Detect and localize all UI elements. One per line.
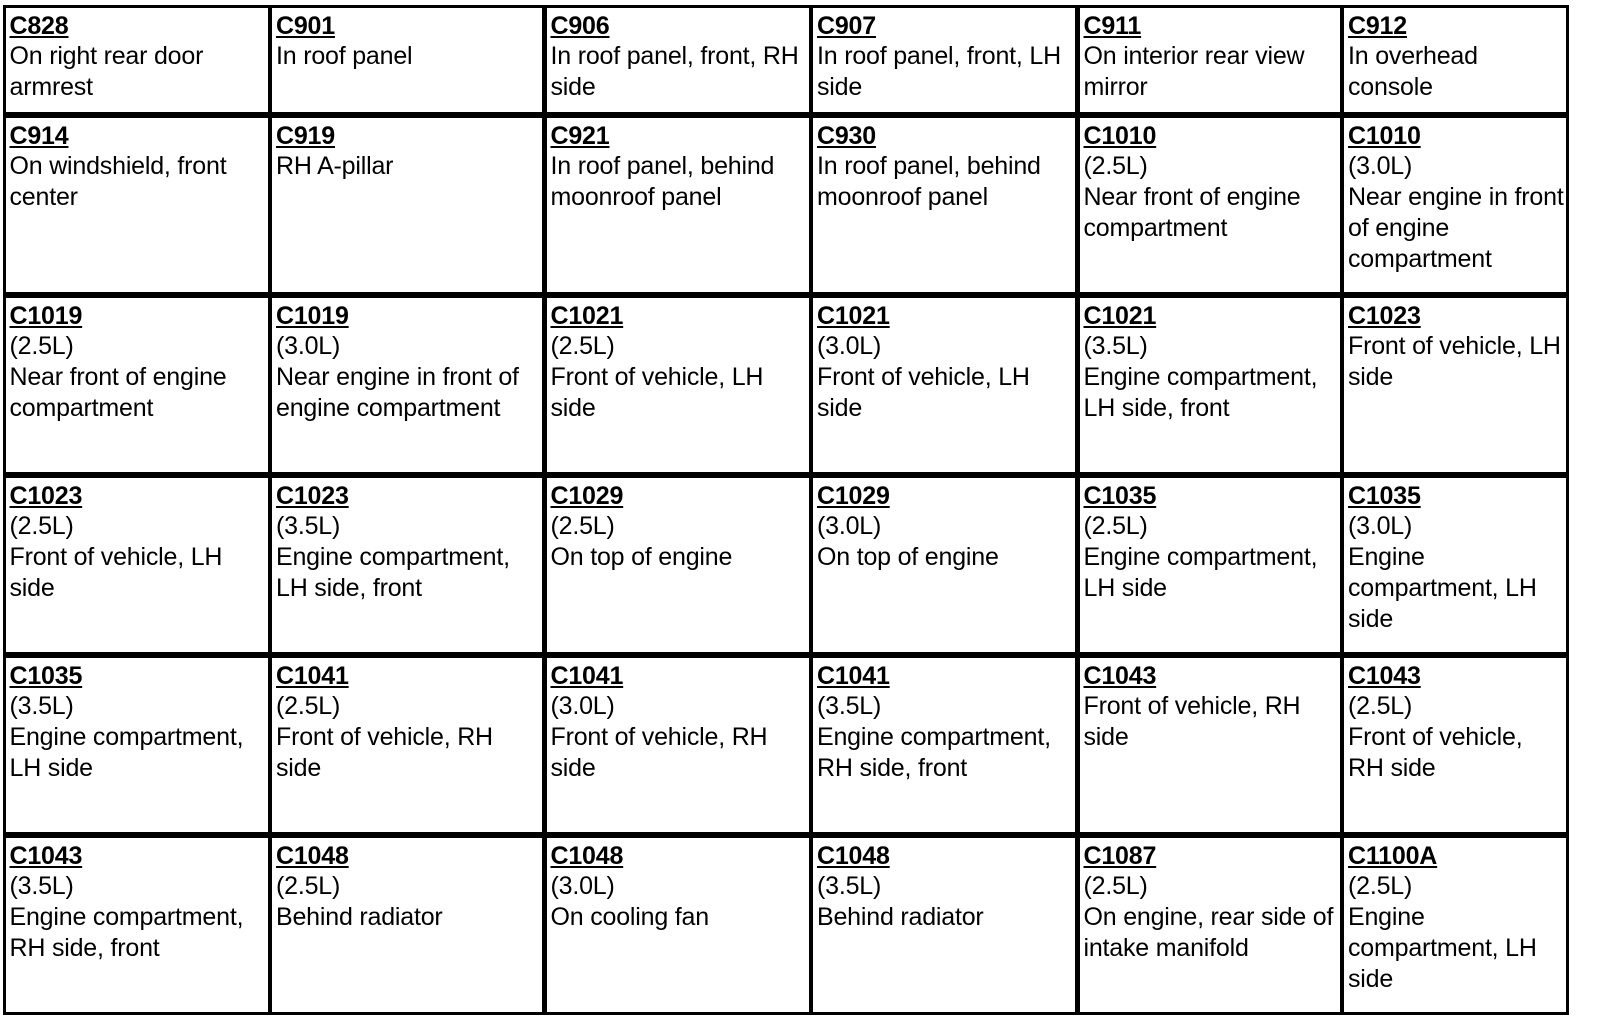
connector-location: On windshield, front center — [9, 151, 227, 211]
table-cell — [1341, 655, 1569, 835]
engine-variant: (3.5L) — [9, 691, 74, 720]
table-cell — [1077, 5, 1343, 115]
table-cell — [3, 115, 271, 295]
table-cell — [810, 655, 1078, 835]
connector-code: C1021 — [1083, 301, 1157, 330]
connector-location: Behind radiator — [276, 902, 443, 931]
engine-variant: (3.0L) — [817, 511, 882, 540]
connector-location: Engine compartment, LH side — [1348, 542, 1537, 633]
connector-location: Front of vehicle, RH side — [550, 722, 768, 782]
engine-variant: (3.0L) — [550, 871, 615, 900]
connector-code: C1010 — [1348, 121, 1421, 150]
table-cell — [269, 475, 545, 655]
connector-location: Front of vehicle, RH side — [1083, 691, 1301, 751]
connector-location: Engine compartment, LH side, front — [276, 542, 510, 602]
engine-variant: (2.5L) — [9, 511, 74, 540]
connector-location: In roof panel, behind moonroof panel — [550, 151, 775, 211]
connector-location: Engine compartment, RH side, front — [9, 902, 244, 962]
connector-code: C1023 — [1348, 301, 1421, 330]
table-row — [4, 836, 1572, 1016]
table-cell — [3, 475, 271, 655]
connector-location: Near front of engine compartment — [1083, 182, 1301, 242]
engine-variant: (3.0L) — [550, 691, 615, 720]
engine-variant: (2.5L) — [9, 331, 74, 360]
table-cell — [810, 475, 1078, 655]
connector-code: C1029 — [550, 481, 624, 510]
table-cell — [810, 5, 1078, 115]
engine-variant: (2.5L) — [550, 331, 615, 360]
connector-location: Engine compartment, LH side — [9, 722, 244, 782]
connector-code: C919 — [276, 121, 335, 150]
table-cell — [810, 115, 1078, 295]
table-cell — [3, 835, 271, 1015]
connector-code: C1041 — [550, 661, 624, 690]
table-cell — [544, 115, 812, 295]
connector-location: Front of vehicle, RH side — [1348, 722, 1523, 782]
connector-code: C1023 — [276, 481, 349, 510]
table-cell — [1341, 115, 1569, 295]
table-row — [4, 116, 1572, 296]
table-cell — [1341, 835, 1569, 1015]
table-cell — [544, 295, 812, 475]
connector-code: C1043 — [9, 841, 83, 870]
engine-variant: (3.5L) — [817, 871, 882, 900]
table-cell — [810, 295, 1078, 475]
table-cell — [3, 5, 271, 115]
connector-location: On engine, rear side of intake manifold — [1083, 902, 1334, 962]
table-cell — [544, 475, 812, 655]
connector-code: C1021 — [817, 301, 890, 330]
connector-code: C1019 — [276, 301, 349, 330]
connector-location: Engine compartment, RH side, front — [817, 722, 1051, 782]
connector-code: C907 — [817, 11, 876, 40]
table-cell — [3, 655, 271, 835]
connector-location: In roof panel, front, LH side — [817, 41, 1061, 101]
table-cell — [269, 115, 545, 295]
engine-variant: (2.5L) — [1348, 691, 1413, 720]
engine-variant: (3.0L) — [1348, 511, 1413, 540]
table-cell — [1341, 295, 1569, 475]
connector-code: C921 — [550, 121, 610, 150]
engine-variant: (2.5L) — [1083, 871, 1148, 900]
connector-code: C1048 — [550, 841, 624, 870]
engine-variant: (3.0L) — [276, 331, 341, 360]
connector-code: C914 — [9, 121, 69, 150]
engine-variant: (3.5L) — [9, 871, 74, 900]
connector-location: On top of engine — [817, 542, 999, 571]
connector-location: In roof panel, front, RH side — [550, 41, 799, 101]
connector-code: C1041 — [276, 661, 349, 690]
connector-code: C1035 — [1348, 481, 1421, 510]
connector-location-table — [4, 6, 1572, 1016]
connector-code: C1048 — [276, 841, 349, 870]
table-row — [4, 476, 1572, 656]
table-cell — [810, 835, 1078, 1015]
connector-location: In overhead console — [1348, 41, 1478, 101]
connector-code: C1041 — [817, 661, 890, 690]
connector-code: C828 — [9, 11, 69, 40]
table-row — [4, 656, 1572, 836]
connector-location: Near engine in front of engine compartment — [276, 362, 519, 422]
table-cell — [1077, 115, 1343, 295]
engine-variant: (2.5L) — [1083, 511, 1148, 540]
table-cell — [1341, 475, 1569, 655]
connector-location: Near engine in front of engine compartment — [1348, 182, 1564, 273]
connector-code: C1048 — [817, 841, 890, 870]
table-cell — [544, 835, 812, 1015]
connector-location: Front of vehicle, LH side — [1348, 331, 1561, 391]
connector-location: Engine compartment, LH side — [1083, 542, 1318, 602]
connector-code: C1021 — [550, 301, 624, 330]
connector-code: C1019 — [9, 301, 83, 330]
table-cell — [1077, 655, 1343, 835]
connector-code: C1029 — [817, 481, 890, 510]
engine-variant: (3.5L) — [817, 691, 882, 720]
table-cell — [269, 835, 545, 1015]
connector-code: C1043 — [1348, 661, 1421, 690]
connector-code: C911 — [1083, 11, 1142, 40]
connector-location: Behind radiator — [817, 902, 984, 931]
connector-location: Front of vehicle, RH side — [276, 722, 493, 782]
table-cell — [544, 5, 812, 115]
connector-location: Near front of engine compartment — [9, 362, 227, 422]
table-cell — [544, 655, 812, 835]
connector-location: Engine compartment, LH side — [1348, 902, 1537, 993]
connector-code: C901 — [276, 11, 335, 40]
engine-variant: (2.5L) — [550, 511, 615, 540]
connector-location: RH A-pillar — [276, 151, 394, 180]
table-row — [4, 6, 1572, 116]
table-row — [4, 296, 1572, 476]
connector-code: C906 — [550, 11, 610, 40]
connector-location: On interior rear view mirror — [1083, 41, 1305, 101]
connector-code: C1010 — [1083, 121, 1157, 150]
table-cell — [1077, 835, 1343, 1015]
connector-location: On right rear door armrest — [9, 41, 204, 101]
table-cell — [1341, 5, 1569, 115]
connector-code: C930 — [817, 121, 876, 150]
table-cell — [269, 295, 545, 475]
engine-variant: (3.5L) — [1083, 331, 1148, 360]
connector-code: C1100A — [1348, 841, 1438, 870]
engine-variant: (2.5L) — [276, 691, 341, 720]
engine-variant: (2.5L) — [1348, 871, 1413, 900]
connector-location: On cooling fan — [550, 902, 709, 931]
engine-variant: (3.0L) — [817, 331, 882, 360]
connector-location: Engine compartment, LH side, front — [1083, 362, 1318, 422]
connector-code: C1023 — [9, 481, 83, 510]
connector-code: C912 — [1348, 11, 1407, 40]
connector-code: C1035 — [9, 661, 83, 690]
connector-location: In roof panel — [276, 41, 413, 70]
table-cell — [3, 295, 271, 475]
table-cell — [1077, 295, 1343, 475]
engine-variant: (2.5L) — [276, 871, 341, 900]
connector-location: Front of vehicle, LH side — [9, 542, 223, 602]
engine-variant: (3.5L) — [276, 511, 341, 540]
connector-location: Front of vehicle, LH side — [550, 362, 764, 422]
connector-code: C1087 — [1083, 841, 1157, 870]
table-cell — [1077, 475, 1343, 655]
table-cell — [269, 655, 545, 835]
engine-variant: (2.5L) — [1083, 151, 1148, 180]
engine-variant: (3.0L) — [1348, 151, 1413, 180]
table-cell — [269, 5, 545, 115]
connector-location: Front of vehicle, LH side — [817, 362, 1030, 422]
connector-code: C1043 — [1083, 661, 1157, 690]
connector-code: C1035 — [1083, 481, 1157, 510]
connector-location: In roof panel, behind moonroof panel — [817, 151, 1041, 211]
connector-location: On top of engine — [550, 542, 733, 571]
